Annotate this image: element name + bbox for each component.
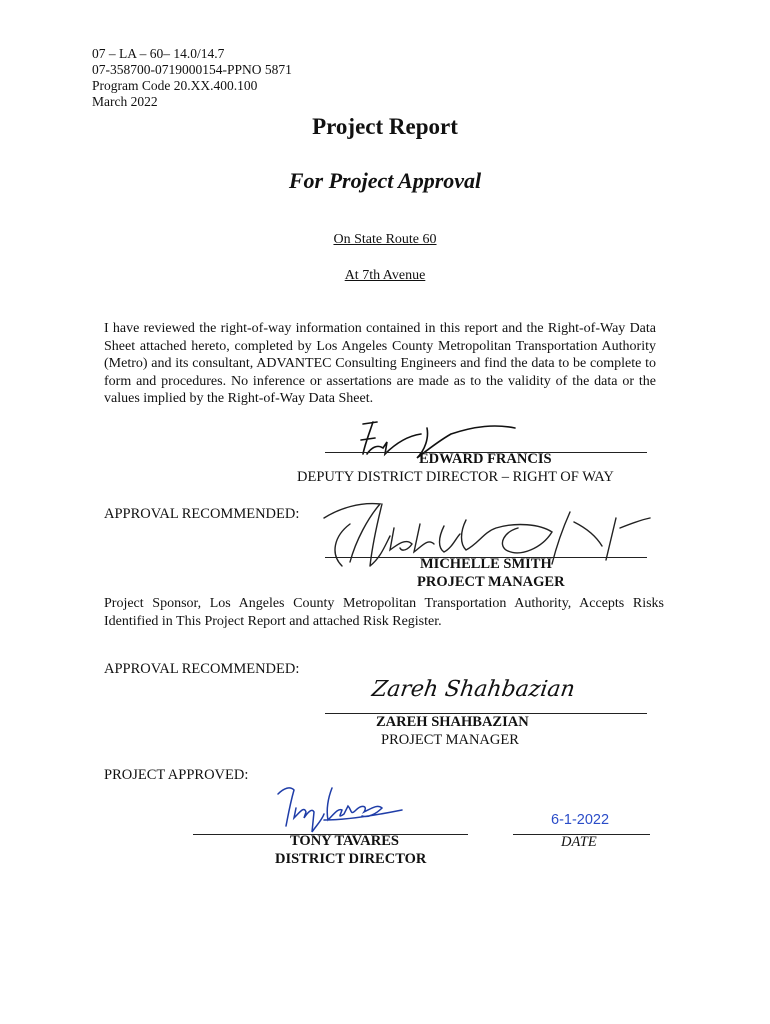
row-review-statement: I have reviewed the right-of-way information contained in this report and the Right-of-Way Data Sheet attached hereto, completed by Los Angeles County Metropolitan Transportation Authority (Metro) and its consultant, ADVANTEC Consulting Engineers and find the data to be complete to form and procedures. No inference or assertations are made as to the validity of the data or the values implied by the Right-of-Way Data Sheet. (104, 321, 656, 406)
date-label: DATE (561, 834, 597, 850)
approval-date-value: 6-1-2022 (551, 812, 610, 828)
page-title: Project Report (312, 114, 458, 139)
approval-recommended-label: APPROVAL RECOMMENDED: (104, 661, 300, 677)
signatory-title: DEPUTY DISTRICT DIRECTOR – RIGHT OF WAY (297, 469, 614, 485)
route-code: 07 – LA – 60– 14.0/14.7 (92, 46, 225, 61)
page-subtitle: For Project Approval (288, 168, 482, 193)
signatory-name: ZAREH SHAHBAZIAN (376, 714, 529, 730)
approval-recommended-label: APPROVAL RECOMMENDED: (104, 506, 300, 522)
signatory-name: MICHELLE SMITH (420, 556, 552, 572)
project-id: 07-358700-0719000154-PPNO 5871 (92, 62, 292, 77)
signatory-title: PROJECT MANAGER (417, 574, 565, 590)
report-date: March 2022 (92, 94, 158, 109)
signatory-title: PROJECT MANAGER (381, 732, 519, 748)
document-header (92, 46, 292, 110)
sponsor-risk-statement: Project Sponsor, Los Angeles County Metropolitan Transportation Authority, Accepts Risks Identified in This Project Report and attached Risk Register. (104, 596, 664, 629)
program-code: Program Code 20.XX.400.100 (92, 78, 258, 93)
route-location: On State Route 60 (333, 232, 437, 247)
zareh-shahbazian-signature: Zareh Shahbazian (370, 677, 577, 702)
tony-tavares-signature (272, 780, 412, 838)
signatory-name: TONY TAVARES (290, 833, 399, 849)
intersection-location: At 7th Avenue (344, 268, 426, 283)
project-approved-label: PROJECT APPROVED: (104, 767, 249, 783)
signatory-title: DISTRICT DIRECTOR (275, 851, 427, 867)
signatory-name: EDWARD FRANCIS (419, 451, 552, 467)
